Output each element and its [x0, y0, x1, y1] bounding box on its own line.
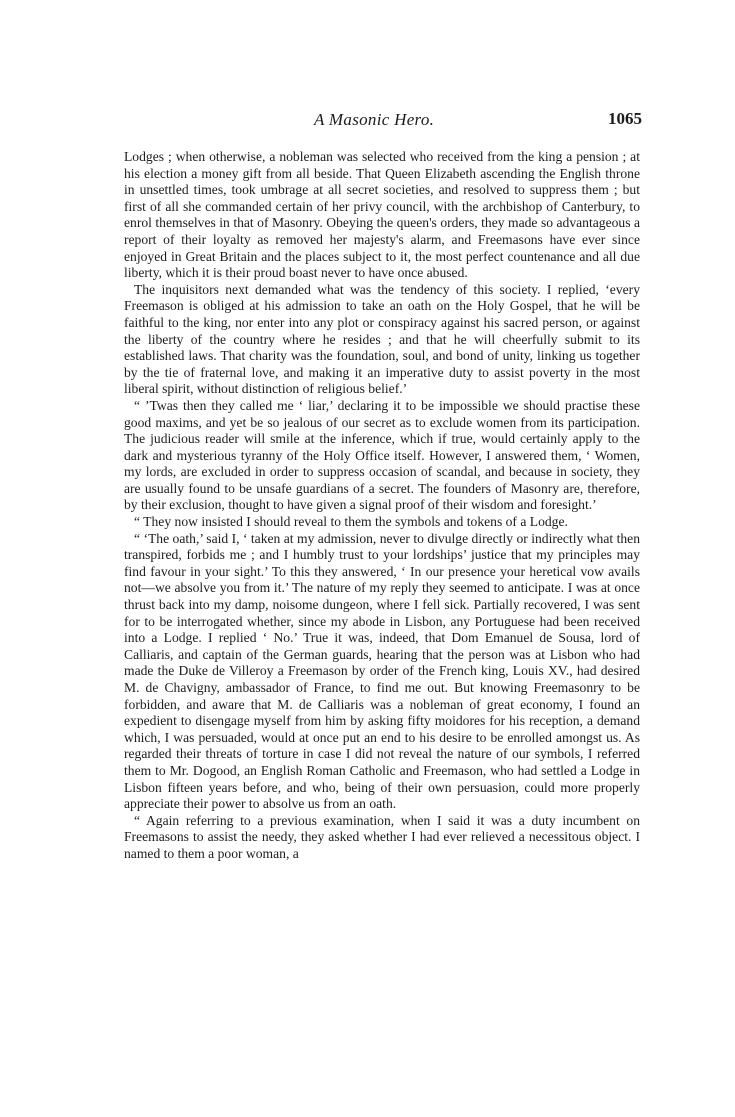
- paragraph: The inquisitors next demanded what was the tendency of this society. I replied, ‘every Freemason is obliged at his admission to take an oath on the Holy Gospel, that he will be faithful to the king, nor enter into any plot or conspiracy against his sacred person, or against the liberty of the country where he resides ; and that he will cheerfully submit to its established laws. That charity was the foundation, soul, and bond of unity, linking us together by the tie of fraternal love, and making it an imperative duty to assist poverty in the most liberal spirit, without distinction of religious belief.’: [124, 281, 640, 397]
- page: [124, 110, 640, 863]
- running-title: A Masonic Hero.: [314, 110, 435, 129]
- paragraph: “ ‘The oath,’ said I, ‘ taken at my admission, never to divulge directly or indirectly what then transpired, forbids me ; and I humbly trust to your lordships’ justice that my principles may find favour in your sight.’ To this they answered, ‘ In our presence your heretical vow avails not—we absolve you from it.’ The nature of my reply they seemed to anticipate. I was at once thrust back into my damp, noisome dungeon, where I fell sick. Partially recovered, I was sent for to be interrogated whether, since my abode in Lisbon, any Portuguese had been received into a Lodge. I replied ‘ No.’ True it was, indeed, that Dom Emanuel de Sousa, lord of Calliaris, and captain of the German guards, hearing that the person was at Lisbon who had made the Duke de Villeroy a Freemason by order of the French king, Louis XV., had desired M. de Chavigny, ambassador of France, to find me out. But knowing Freemasonry to be forbidden, and aware that M. de Calliaris was a nobleman of great economy, I found an expedient to disengage myself from him by asking fifty moidores for his reception, a demand which, I was persuaded, would at once put an end to his desire to be enrolled amongst us. As regarded their threats of torture in case I did not reveal the nature of our symbols, I referred them to Mr. Dogood, an English Roman Catholic and Freemason, who had settled a Lodge in Lisbon fifteen years before, and who, being of their own persuasion, could more properly appreciate their power to absolve us from an oath.: [124, 530, 640, 812]
- paragraph: “ ’Twas then they called me ‘ liar,’ declaring it to be impossible we should practise these good maxims, and yet be so jealous of our secret as to exclude women from its participation. The judicious reader will smile at the inference, which if true, would certainly apply to the dark and mysterious tyranny of the Holy Office itself. However, I answered them, ‘ Women, my lords, are excluded in order to suppress occasion of scandal, and because in society, they are usually found to be unsafe guardians of a secret. The founders of Masonry are, therefore, by their exclusion, thought to have given a signal proof of their wisdom and foresight.’: [124, 397, 640, 513]
- paragraph: Lodges ; when otherwise, a nobleman was selected who received from the king a pension ; at his election a money gift from all beside. That Queen Elizabeth ascending the English throne in unsettled times, took umbrage at all secret societies, and resolved to suppress them ; but first of all she commanded certain of her privy council, with the archbishop of Canterbury, to enrol themselves in that of Masonry. Obeying the queen's orders, they made so advantageous a report of their loyalty as removed her majesty's alarm, and Freemasons have ever since enjoyed in Great Britain and the places subject to it, the most perfect countenance and all due liberty, which it is their proud boast never to have once abused.: [124, 149, 640, 281]
- running-head: [124, 110, 640, 140]
- page-number: 1065: [608, 109, 642, 128]
- body-text: [124, 149, 640, 863]
- paragraph: “ Again referring to a previous examination, when I said it was a duty incumbent on Freemasons to assist the needy, they asked whether I had ever relieved a necessitous object. I named to them a poor woman, a: [124, 812, 640, 861]
- paragraph: “ They now insisted I should reveal to them the symbols and tokens of a Lodge.: [134, 514, 568, 530]
